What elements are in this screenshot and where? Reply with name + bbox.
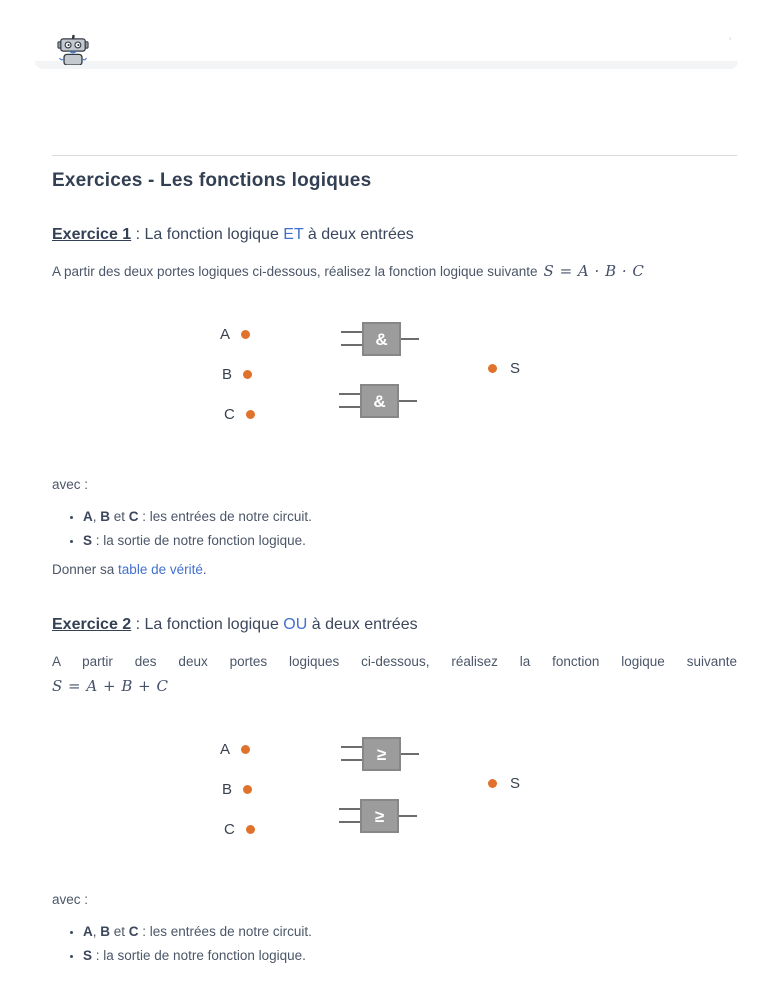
bullet-sep: , (92, 924, 101, 939)
input-row-c (224, 406, 255, 423)
input-label-a: A (220, 741, 231, 758)
bullet-output (83, 944, 737, 968)
exercise2-avec: avec : (52, 892, 89, 907)
input-dot-a (241, 745, 250, 754)
input-row-a (220, 741, 250, 758)
input-label-c: C (224, 821, 235, 838)
input-dot-c (246, 410, 255, 419)
bullet-bold-s: S (83, 533, 93, 548)
exercise1-diagram (52, 310, 737, 434)
gate-output-line (401, 338, 419, 340)
or-gate-symbol: ≥ (376, 744, 387, 764)
bullet-bold-s: S (83, 948, 93, 963)
input-dot-b (243, 370, 252, 379)
and-gate-1 (341, 322, 419, 356)
exercise1-intro (52, 261, 737, 282)
faint-corner-mark: ' (729, 36, 732, 48)
bullet-text: : la sortie de notre fonction logique. (92, 533, 306, 548)
bullet-bold-c: C (128, 924, 139, 939)
exercise1-heading-suffix: à deux entrées (303, 226, 414, 243)
output-row-s (488, 360, 520, 377)
exercise1-avec: avec : (52, 477, 89, 492)
input-label-b: B (222, 781, 233, 798)
gate-input-line (341, 344, 362, 346)
gate-input-line (341, 746, 362, 748)
exercise1-keyword-link[interactable]: ET (283, 226, 304, 243)
or-gate-1 (341, 737, 419, 771)
input-label-b: B (222, 366, 233, 383)
bullet-bold-c: C (128, 509, 139, 524)
input-dot-c (246, 825, 255, 834)
exercise2-heading (52, 614, 737, 636)
divider (52, 155, 737, 156)
exercise2-bullet-list (52, 920, 737, 968)
exercise1-bullet-list (52, 505, 737, 553)
outro-period: . (202, 562, 207, 577)
gate-input-line (339, 808, 360, 810)
exercise2-keyword-link[interactable]: OU (283, 616, 308, 633)
input-row-b (222, 366, 252, 383)
gate-box (360, 384, 399, 418)
output-dot-s (488, 779, 497, 788)
outro-text: Donner sa (52, 562, 119, 577)
output-label-s: S (510, 360, 521, 377)
gate-box (360, 799, 399, 833)
exercise2-intro-text: A partir des deux portes logiques ci-dessous, réalisez la fonction logique suivante (52, 654, 737, 669)
exercise2-heading-suffix: à deux entrées (307, 616, 418, 633)
input-row-a (220, 326, 250, 343)
and-gate-symbol: & (373, 391, 386, 411)
and-gate-symbol: & (375, 329, 388, 349)
bullet-sep: et (110, 924, 129, 939)
gate-output-line (399, 400, 417, 402)
and-gate-2 (339, 384, 417, 418)
output-dot-s (488, 364, 497, 373)
gate-output-line (399, 815, 417, 817)
input-row-c (224, 821, 255, 838)
bullet-text: : les entrées de notre circuit. (138, 509, 312, 524)
exercise1-heading (52, 224, 737, 246)
gate-input-line (339, 393, 360, 395)
bullet-text: : les entrées de notre circuit. (138, 924, 312, 939)
bullet-bold-a: A (83, 924, 93, 939)
gate-input-line (339, 821, 360, 823)
bullet-inputs (83, 505, 737, 529)
bullet-sep: , (92, 509, 101, 524)
gate-box (362, 737, 401, 771)
input-dot-b (243, 785, 252, 794)
exercise1-intro-text: A partir des deux portes logiques ci-dessous, réalisez la fonction logique suivante (52, 264, 538, 279)
output-row-s (488, 775, 520, 792)
bullet-bold-b: B (100, 924, 111, 939)
or-gate-2 (339, 799, 417, 833)
exercise2-diagram (52, 725, 737, 849)
gate-box (362, 322, 401, 356)
exercise2-intro (52, 651, 737, 697)
exercise1-formula: S = A · B · C (543, 262, 645, 280)
page-title: Exercices - Les fonctions logiques (52, 170, 372, 191)
exercise1-label: Exercice 1 (52, 226, 132, 243)
input-label-c: C (224, 406, 235, 423)
gate-input-line (341, 331, 362, 333)
bullet-bold-b: B (100, 509, 111, 524)
gate-input-line (339, 406, 360, 408)
input-dot-a (241, 330, 250, 339)
truth-table-link[interactable]: table de vérité (118, 562, 203, 577)
input-label-a: A (220, 326, 231, 343)
exercise2-heading-sep: : La fonction logique (131, 616, 284, 633)
bullet-bold-a: A (83, 509, 93, 524)
gate-input-line (341, 759, 362, 761)
bullet-inputs (83, 920, 737, 944)
bullet-output (83, 529, 737, 553)
output-label-s: S (510, 775, 521, 792)
exercise2-label: Exercice 2 (52, 616, 132, 633)
exercise2-formula: S = A + B + C (52, 677, 169, 695)
or-gate-symbol: ≥ (374, 806, 385, 826)
bullet-sep: et (110, 509, 129, 524)
gate-output-line (401, 753, 419, 755)
input-row-b (222, 781, 252, 798)
exercise1-outro (52, 562, 737, 577)
bullet-text: : la sortie de notre fonction logique. (92, 948, 306, 963)
exercise1-heading-sep: : La fonction logique (131, 226, 284, 243)
